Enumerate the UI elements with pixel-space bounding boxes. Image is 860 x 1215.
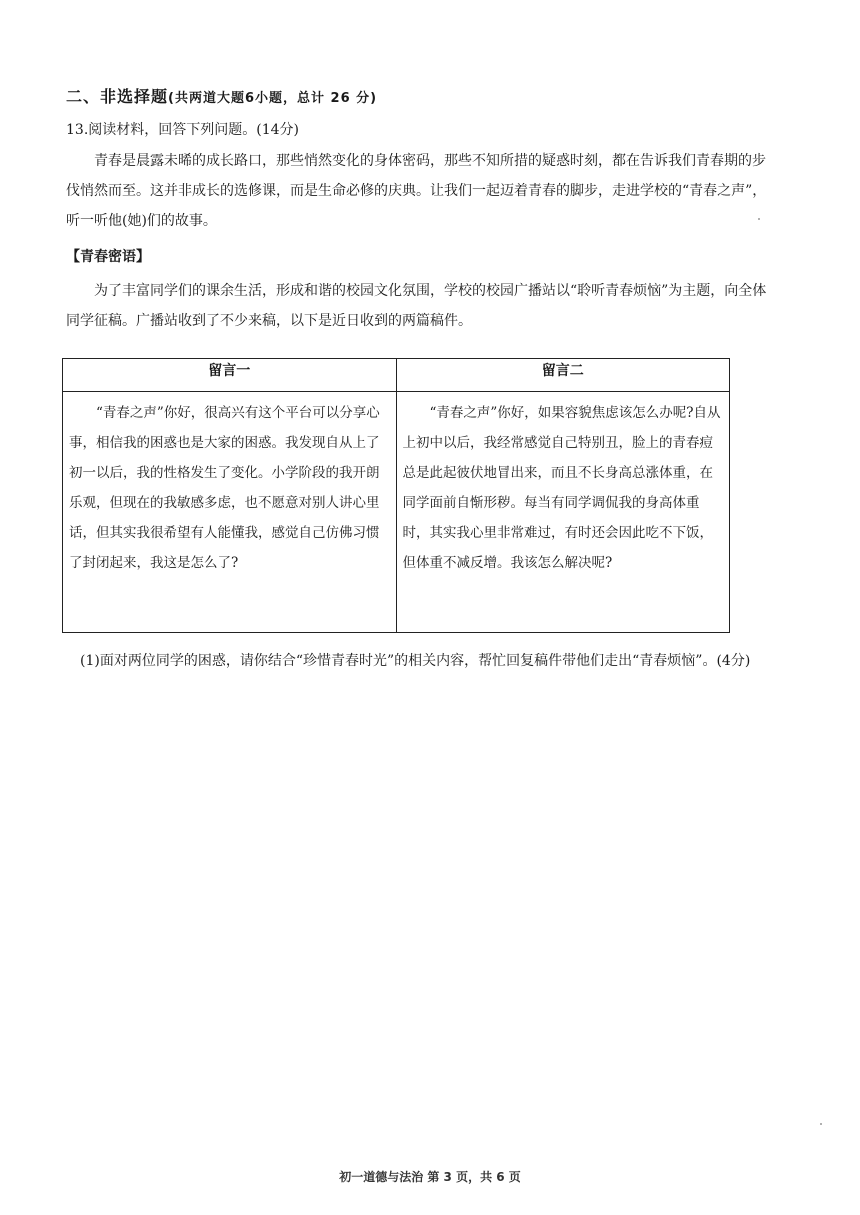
context-paragraph: 为了丰富同学们的课余生活，形成和谐的校园文化氛围，学校的校园广播站以“聆听青春烦恼”为主题，向全体同学征稿。广播站收到了不少来稿，以下是近日收到的两篇稿件。 <box>66 283 767 329</box>
message-one-text: “青春之声”你好，很高兴有这个平台可以分享心事，相信我的困惑也是大家的困惑。我发现自从上了初一以后，我的性格发生了变化。小学阶段的我开朗乐观，但现在的我敏感多虑，也不愿意对别人讲心里话，但其实我很希望有人能懂我，感觉自己仿佛习惯了封闭起来，我这是怎么了? <box>69 405 380 571</box>
message-two-cell <box>396 392 730 633</box>
message-one-cell <box>63 392 397 633</box>
scan-speck <box>758 218 760 220</box>
page-footer: 初一道德与法治 第 3 页，共 6 页 <box>339 1170 521 1184</box>
sub-question-1: (1)面对两位同学的困惑，请你结合“珍惜青春时光”的相关内容，帮忙回复稿件带他们走出“青春烦恼”。(4分) <box>80 653 751 669</box>
section-title-main: 二、非选择题 <box>66 87 169 106</box>
message-two-header: 留言二 <box>396 359 730 392</box>
section-title <box>66 84 377 107</box>
section-title-note: (共两道大题6小题，总计 26 分) <box>168 91 378 106</box>
message-one-header: 留言一 <box>63 359 397 392</box>
question-title: 13.阅读材料，回答下列问题。(14分) <box>66 122 300 138</box>
message-two-text: “青春之声”你好，如果容貌焦虑该怎么办呢?自从上初中以后，我经常感觉自己特别丑，脸上的青春痘总是此起彼伏地冒出来，而且不长身高总涨体重，在同学面前自惭形秽。每当有同学调侃我的身高体重时，其实我心里非常难过，有时还会因此吃不下饭，但体重不减反增。我该怎么解决呢? <box>402 405 721 571</box>
messages-table <box>62 358 730 633</box>
intro-paragraph: 青春是晨露未晞的成长路口，那些悄然变化的身体密码，那些不知所措的疑惑时刻，都在告诉我们青春期的步伐悄然而至。这并非成长的选修课，而是生命必修的庆典。让我们一起迈着青春的脚步，走进学校的“青春之声”，听一听他(她)们的故事。 <box>66 153 767 229</box>
scan-speck <box>820 1123 822 1125</box>
material-subheading: 【青春密语】 <box>66 249 150 265</box>
